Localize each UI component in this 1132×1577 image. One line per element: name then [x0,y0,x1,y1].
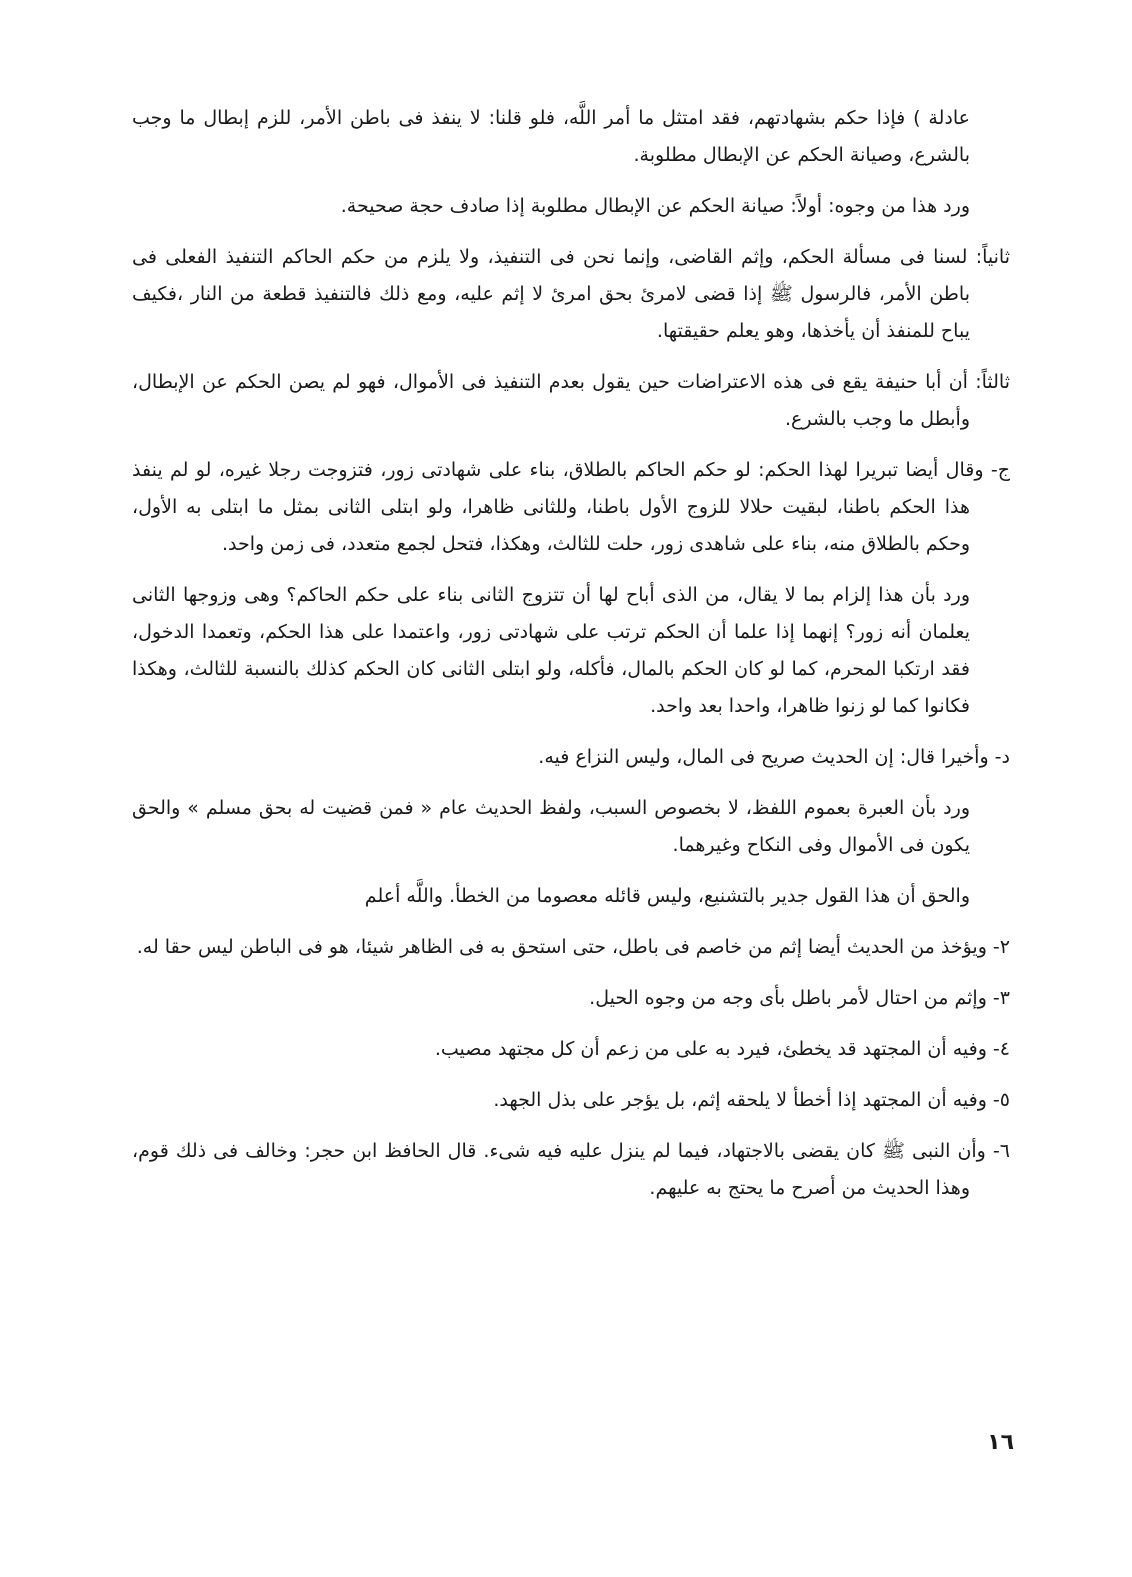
paragraph: ٤- وفيه أن المجتهد قد يخطئ، فيرد به على من زعم أن كل مجتهد مصيب. [434,1038,1010,1060]
paragraph: ٢- ويؤخذ من الحديث أيضا إثم من خاصم فى باطل، حتى استحق به فى الظاهر شيئا، هو فى الباطن ليس حقا له. [136,936,1010,958]
paragraph: د- وأخيرا قال: إن الحديث صريح فى المال، وليس النزاع فيه. [538,746,1010,768]
paragraph: ورد هذا من وجوه: أولاً: صيانة الحكم عن الإبطال مطلوبة إذا صادف حجة صحيحة. [340,195,970,217]
paragraph: ثالثاً: أن أبا حنيفة يقع فى هذه الاعتراضات حين يقول بعدم التنفيذ فى الأموال، فهو لم يصن الحكم عن الإبطال، وأبطل ما وجب بالشرع. [132,371,1010,430]
paragraph: ٣- وإثم من احتال لأمر باطل بأى وجه من وجوه الحيل. [589,987,1010,1009]
paragraph: ج- وقال أيضا تبريرا لهذا الحكم: لو حكم الحاكم بالطلاق، بناء على شهادتى زور، فتزوجت رجلا غيره، لو لم ينفذ هذا الحكم باطنا، لبقيت حلالا للزوج الأول باطنا، وللثانى ظاهرا، ولو ابتلى الثانى بمثل ما ابتلى به الأول، وحكم بالطلاق منه، بناء على شاهدى زور، حلت للثالث، وهكذا، فتحل لجمع متعدد، فى زمن واحد. [132,459,1010,555]
paragraph: ورد بأن هذا إلزام بما لا يقال، من الذى أباح لها أن تتزوج الثانى بناء على حكم الحاكم؟ وهى وزوجها الثانى يعلمان أنه زور؟ إنهما إذا علما أن الحكم ترتب على شهادتى زور، واعتمدا على هذا الحكم، وتعمدا الدخول، فقد ارتكبا المحرم، كما لو كان الحكم بالمال، فأكله، ولو ابتلى الثانى كان الحكم كذلك بالنسبة للثالث، وهكذا فكانوا كما لو زنوا ظاهرا، واحدا بعد واحد. [132,584,970,717]
page-number: ١٦ [987,1430,1014,1455]
paragraph: ثانياً: لسنا فى مسألة الحكم، وإثم القاضى، وإنما نحن فى التنفيذ، ولا يلزم من حكم الحاكم التنفيذ الفعلى فى باطن الأمر، فالرسول ﷺ إذا قضى لامرئ بحق امرئ لا إثم عليه، ومع ذلك فالتنفيذ قطعة من النار ،فكيف يباح للمنفذ أن يأخذها، وهو يعلم حقيقتها. [132,246,1010,342]
paragraph: ورد بأن العبرة بعموم اللفظ، لا بخصوص السبب، ولفظ الحديث عام « فمن قضيت له بحق مسلم » والحق يكون فى الأموال وفى النكاح وغيرهما. [132,797,970,856]
paragraph: عادلة ) فإذا حكم بشهادتهم، فقد امتثل ما أمر اللَّه، فلو قلنا: لا ينفذ فى باطن الأمر، للزم إبطال ما وجب بالشرع، وصيانة الحكم عن الإبطال مطلوبة. [132,107,970,166]
paragraph: والحق أن هذا القول جدير بالتشنيع، وليس قائله معصوما من الخطأ. واللَّه أعلم [364,885,970,907]
paragraph: ٥- وفيه أن المجتهد إذا أخطأ لا يلحقه إثم، بل يؤجر على بذل الجهد. [493,1089,1010,1111]
body-text [132,100,1010,1221]
paragraph: ٦- وأن النبى ﷺ كان يقضى بالاجتهاد، فيما لم ينزل عليه فيه شىء. قال الحافظ ابن حجر: وخالف فى ذلك قوم، وهذا الحديث من أصرح ما يحتج به عليهم. [132,1140,1010,1199]
